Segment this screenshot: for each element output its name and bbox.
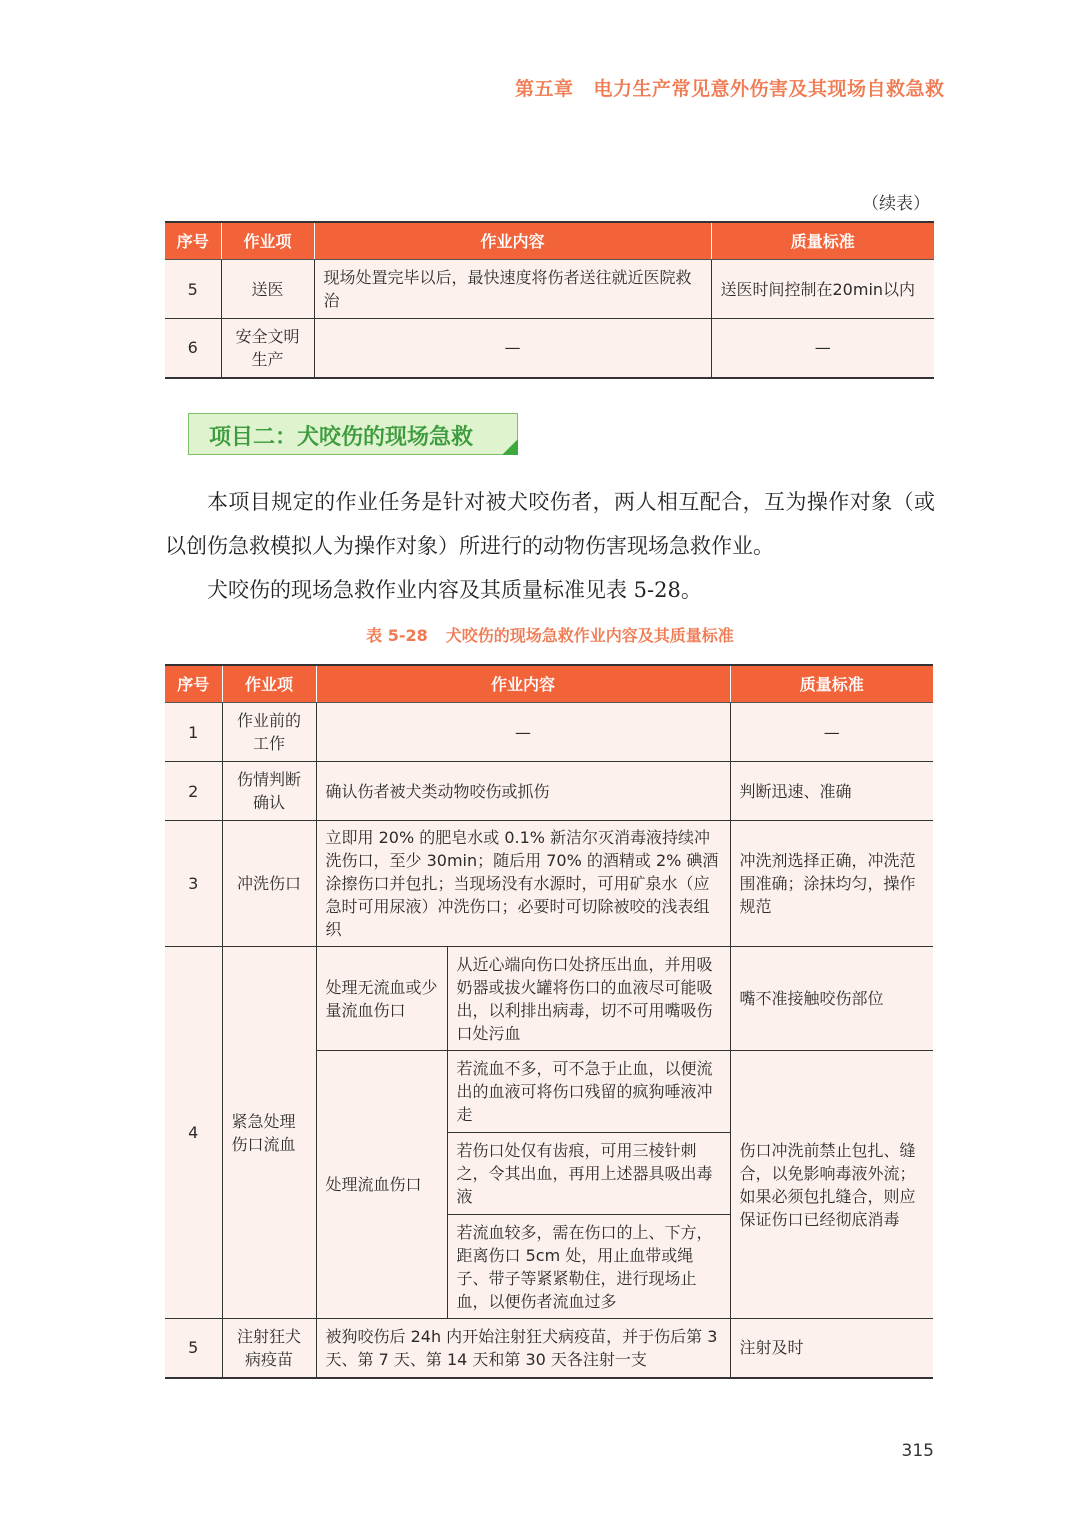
table-caption-number: 表 5-28 [366, 626, 428, 645]
row-content: 立即用 20% 的肥皂水或 0.1% 新洁尔灭消毒液持续冲洗伤口，至少 30min；随后用 70% 的酒精或 2% 碘酒涂擦伤口并包扎；当现场没有水源时，可用矿泉水（应急时可用尿液）冲洗伤口；必要时可切除被咬的浅表组织 [316, 821, 730, 947]
row-item: 冲洗伤口 [222, 821, 316, 947]
section-title-box [188, 413, 518, 455]
row-standard: 冲洗剂选择正确，冲洗范围准确；涂抹均匀，操作规范 [730, 821, 933, 947]
sub-item-content: 若流血较多，需在伤口的上、下方，距离伤口 5cm 处，用止血带或绳子、带子等紧紧勒住，进行现场止血，以便伤者流血过多 [447, 1215, 730, 1319]
table-caption [165, 623, 935, 646]
row-number: 5 [165, 1319, 222, 1378]
sub-item-label: 处理流血伤口 [316, 1051, 447, 1319]
row-item: 安全文明生产 [221, 319, 314, 378]
row-item: 伤情判断确认 [222, 762, 316, 821]
col-header-standard: 质量标准 [730, 665, 933, 703]
row-item: 作业前的工作 [222, 703, 316, 762]
row-standard: 伤口冲洗前禁止包扎、缝合，以免影响毒液外流；如果必须包扎缝合，则应保证伤口已经彻底消毒 [730, 1051, 933, 1319]
page-number: 315 [901, 1441, 934, 1461]
row-number: 3 [165, 821, 222, 947]
table-caption-title: 犬咬伤的现场急救作业内容及其质量标准 [445, 626, 734, 645]
row-content: 现场处置完毕以后，最快速度将伤者送往就近医院救治 [314, 260, 711, 319]
col-header-no: 序号 [165, 222, 221, 260]
row-number: 5 [165, 260, 221, 319]
sub-item-label: 处理无流血或少量流血伤口 [316, 947, 447, 1051]
row-number: 1 [165, 703, 222, 762]
table-row [165, 703, 933, 762]
chapter-title: 电力生产常见意外伤害及其现场自救急救 [593, 78, 945, 100]
sub-item-content: 若流血不多，可不急于止血，以便流出的血液可将伤口残留的疯狗唾液冲走 [447, 1051, 730, 1133]
row-number: 6 [165, 319, 221, 378]
section-title: 项目二：犬咬伤的现场急救 [209, 425, 474, 450]
table-row [165, 260, 934, 319]
continued-label: （续表） [862, 194, 930, 214]
row-standard: 送医时间控制在20min以内 [711, 260, 934, 319]
row-number: 4 [165, 947, 222, 1319]
row-standard: — [711, 319, 934, 378]
col-header-item: 作业项 [222, 665, 316, 703]
col-header-no: 序号 [165, 665, 222, 703]
col-header-content: 作业内容 [316, 665, 730, 703]
table-header-row [165, 665, 933, 703]
row-content: 确认伤者被犬类动物咬伤或抓伤 [316, 762, 730, 821]
table-row [165, 319, 934, 378]
table-row [165, 762, 933, 821]
reference-paragraph: 犬咬伤的现场急救作业内容及其质量标准见表 5-28。 [207, 578, 702, 602]
col-header-standard: 质量标准 [711, 222, 934, 260]
row-standard: — [730, 703, 933, 762]
table-row [165, 1319, 933, 1378]
table-row [165, 821, 933, 947]
intro-paragraph: 本项目规定的作业任务是针对被犬咬伤者，两人相互配合，互为操作对象（或以创伤急救模拟人为操作对象）所进行的动物伤害现场急救作业。 [165, 490, 935, 558]
row-number: 2 [165, 762, 222, 821]
chapter-number: 第五章 [515, 78, 574, 100]
row-content: 被狗咬伤后 24h 内开始注射狂犬病疫苗，并于伤后第 3 天、第 7 天、第 14 天和第 30 天各注射一支 [316, 1319, 730, 1378]
row-content: — [314, 319, 711, 378]
table-row [165, 947, 933, 1051]
table-header-row [165, 222, 934, 260]
sub-item-content: 若伤口处仅有齿痕，可用三棱针刺之，令其出血，再用上述器具吸出毒液 [447, 1133, 730, 1215]
row-item: 紧急处理伤口流血 [222, 947, 316, 1319]
row-standard: 注射及时 [730, 1319, 933, 1378]
row-item: 送医 [221, 260, 314, 319]
continued-table [165, 221, 934, 379]
main-table [165, 664, 933, 1379]
corner-decoration [502, 439, 518, 455]
col-header-item: 作业项 [221, 222, 314, 260]
row-item: 注射狂犬病疫苗 [222, 1319, 316, 1378]
sub-item-content: 从近心端向伤口处挤压出血，并用吸奶器或拔火罐将伤口的血液尽可能吸出，以利排出病毒，切不可用嘴吸伤口处污血 [447, 947, 730, 1051]
row-standard: 判断迅速、准确 [730, 762, 933, 821]
chapter-header [515, 74, 945, 102]
row-standard: 嘴不准接触咬伤部位 [730, 947, 933, 1051]
col-header-content: 作业内容 [314, 222, 711, 260]
row-content: — [316, 703, 730, 762]
